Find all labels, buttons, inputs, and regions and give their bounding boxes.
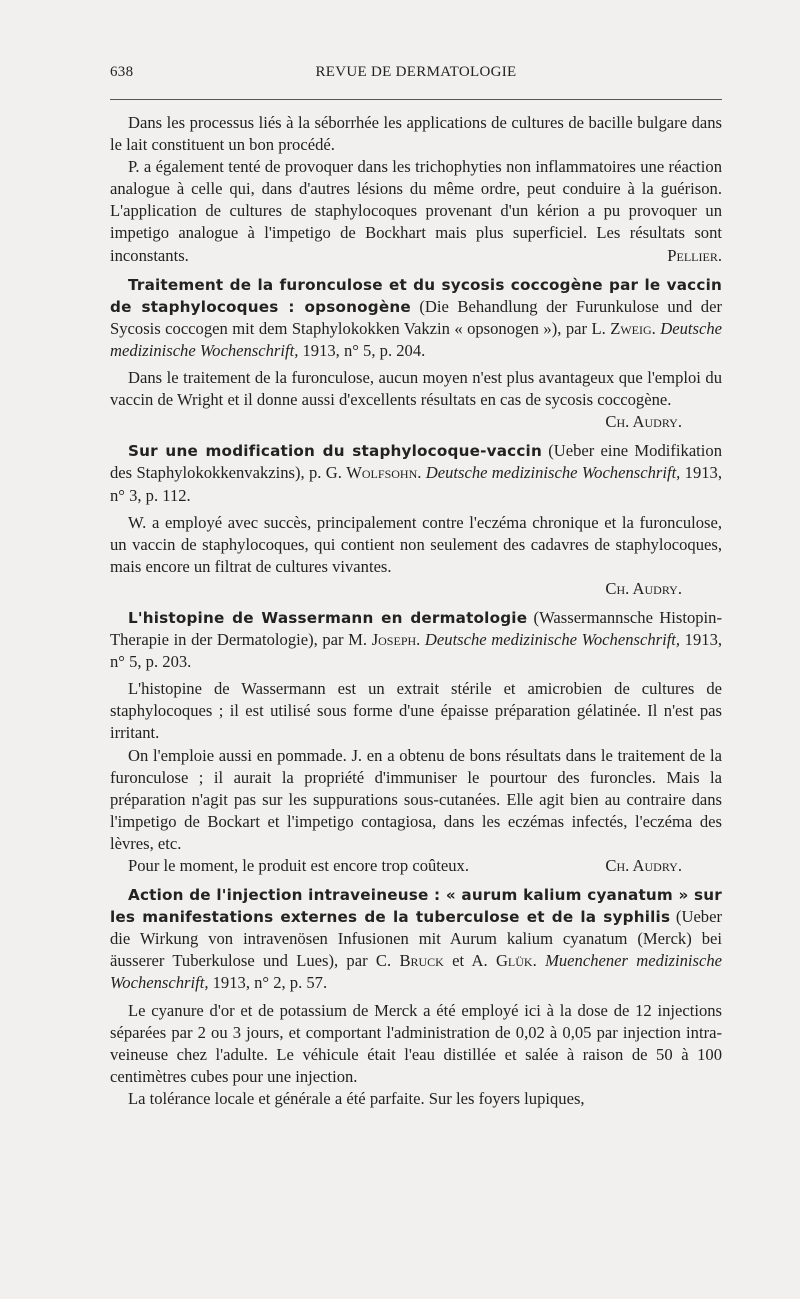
article-4-ref-c: . — [532, 951, 546, 971]
article-4-body-2: La tolérance locale et générale a été parfaite. Sur les foyers lupiques, — [128, 1088, 585, 1108]
article-4-body-1: Le cyanure d'or et de potassium de Merck a été employé ici à la dose de 12 injections séparées par 2 ou 3 jours, et comportant l'administration de 0,02 à 0,05 par injection intra-veineuse chez l'adulte. Le véhicule était l'eau distillée et salée à raison de 50 à 100 centimètres cubes pour une injection. — [110, 1000, 722, 1086]
article-4-title: Action de l'injection intraveineuse : « aurum kalium cyanatum » sur les manifestations externes de la tuberculose et de la syphilis — [110, 886, 722, 927]
article-1-ref-b: . — [651, 318, 661, 338]
article-3-body-3 — [110, 855, 722, 877]
article-3-ref-a: (Wassermannsche Histopin-Therapie in der Dermatologie), par M. — [110, 607, 722, 650]
article-3-body-2: On l'emploie aussi en pommade. J. en a obtenu de bons résultats dans le traitement de la furonculose ; il aurait la propriété d'immuniser le pourtour des furoncles. Mais la préparation n'agit pas sur les suppurations sous-cutanées. Elle agit bien au contraire dans l'impetigo de Bockart et l'impetigo contagiosa, dans les eczémas infectés, l'eczéma des lèvres, etc. — [110, 745, 722, 853]
article-2-ref-b: . — [417, 463, 426, 483]
article-2-signature: Ch. Audry. — [605, 578, 682, 598]
article-1-journal: Deutsche medizinische Wochenschrift, — [110, 318, 722, 360]
article-3-signature: Ch. Audry. — [605, 856, 682, 875]
article-1-title: Traitement de la furonculose et du sycosis coccogène par le vaccin de staphylocoques : opsonogène — [110, 275, 722, 316]
intro-paragraph-2 — [110, 156, 722, 266]
intro-paragraph-2-text: P. a également tenté de provoquer dans les trichophyties non inflammatoires une réaction analogue à celle qui, dans d'autres lésions du même ordre, peut conduire à la guérison. L'application de cultures de staphylocoques provenant d'un kérion a pu provoquer un impetigo analogue à l'impetigo de Bockhart mais plus superficiel. Les résultats sont inconstants. — [110, 157, 722, 265]
article-4-heading — [110, 884, 722, 994]
article-3-title: L'histopine de Wassermann en dermatologie — [128, 608, 528, 627]
article-3-ref-c: 1913, n° 5, p. 203. — [110, 630, 723, 672]
header-rule — [110, 99, 722, 100]
article-4-journal: Muenchener medizinische Wochenschrift, — [110, 951, 723, 993]
article-3-heading — [110, 607, 722, 673]
article-2-body: W. a employé avec succès, principalement contre l'eczéma chronique et la furonculose, un vaccin de staphylocoques, qui contient non seulement des cadavres de staphylocoques, mais encore un filtrat de cultures vivantes. — [110, 512, 722, 576]
article-3-journal: Deutsche medizinische Wochenschrift, — [424, 630, 681, 650]
article-1-body: Dans le traitement de la furonculose, aucun moyen n'est plus avantageux que l'emploi du vaccin de Wright et il donne aussi d'excellents résultats en cas de sycosis coccogène. — [110, 368, 722, 410]
article-3-body-3-text: Pour le moment, le produit est encore trop coûteux. — [128, 856, 470, 875]
journal-title: REVUE DE DERMATOLOGIE — [315, 64, 517, 80]
article-4-ref-d: 1913, n° 2, p. 57. — [208, 973, 328, 993]
article-3-ref-b: . — [416, 630, 425, 650]
intro-paragraph-1: Dans les processus liés à la séborrhée les applications de cultures de bacille bulgare dans le lait constituent un bon procédé. — [110, 113, 722, 155]
running-head — [110, 64, 722, 86]
article-2-heading — [110, 440, 722, 506]
article-2-title: Sur une modification du staphylocoque-vaccin — [128, 442, 542, 461]
article-3-body-1: L'histopine de Wassermann est un extrait stérile et amicrobien de cultures de staphylocoques ; il est utilisé sous forme d'une épaisse préparation gélatinée. Il n'est pas irritant. — [110, 679, 722, 743]
article-1-heading — [110, 274, 722, 362]
article-1-signature: Ch. Audry. — [605, 412, 682, 432]
article-4-author-1: Bruck — [399, 951, 444, 971]
signature-pellier: Pellier. — [667, 245, 722, 265]
article-1-ref-a: (Die Behandlung der Furunkulose und der Sycosis coccogen mit dem Staphylokokken Vakzin « opsonogen »), par L. — [110, 296, 722, 338]
body-text — [110, 112, 722, 1110]
article-2-ref-a: (Ueber eine Modifikation des Staphylokokkenvakzins), p. G. — [110, 441, 722, 483]
article-2-journal: Deutsche medizinische Wochenschrift, — [425, 463, 681, 483]
page-number: 638 — [110, 64, 134, 80]
article-2-ref-c: 1913, n° 3, p. 112. — [110, 463, 722, 505]
article-4-ref-a: (Ueber die Wirkung von intravenösen Infusionen mit Aurum kalium cyanatum (Merck) bei äusserer Tuberkulose und Lues), par C. — [110, 907, 722, 971]
article-2-author: Wolfsohn — [346, 463, 418, 483]
article-1-ref-c: 1913, n° 5, p. 204. — [298, 340, 426, 360]
article-4-author-2: Glük — [495, 951, 533, 971]
article-4-ref-b: et A. — [443, 951, 496, 971]
article-1-author: Zweig — [610, 318, 652, 338]
article-3-author: Joseph — [371, 630, 417, 650]
